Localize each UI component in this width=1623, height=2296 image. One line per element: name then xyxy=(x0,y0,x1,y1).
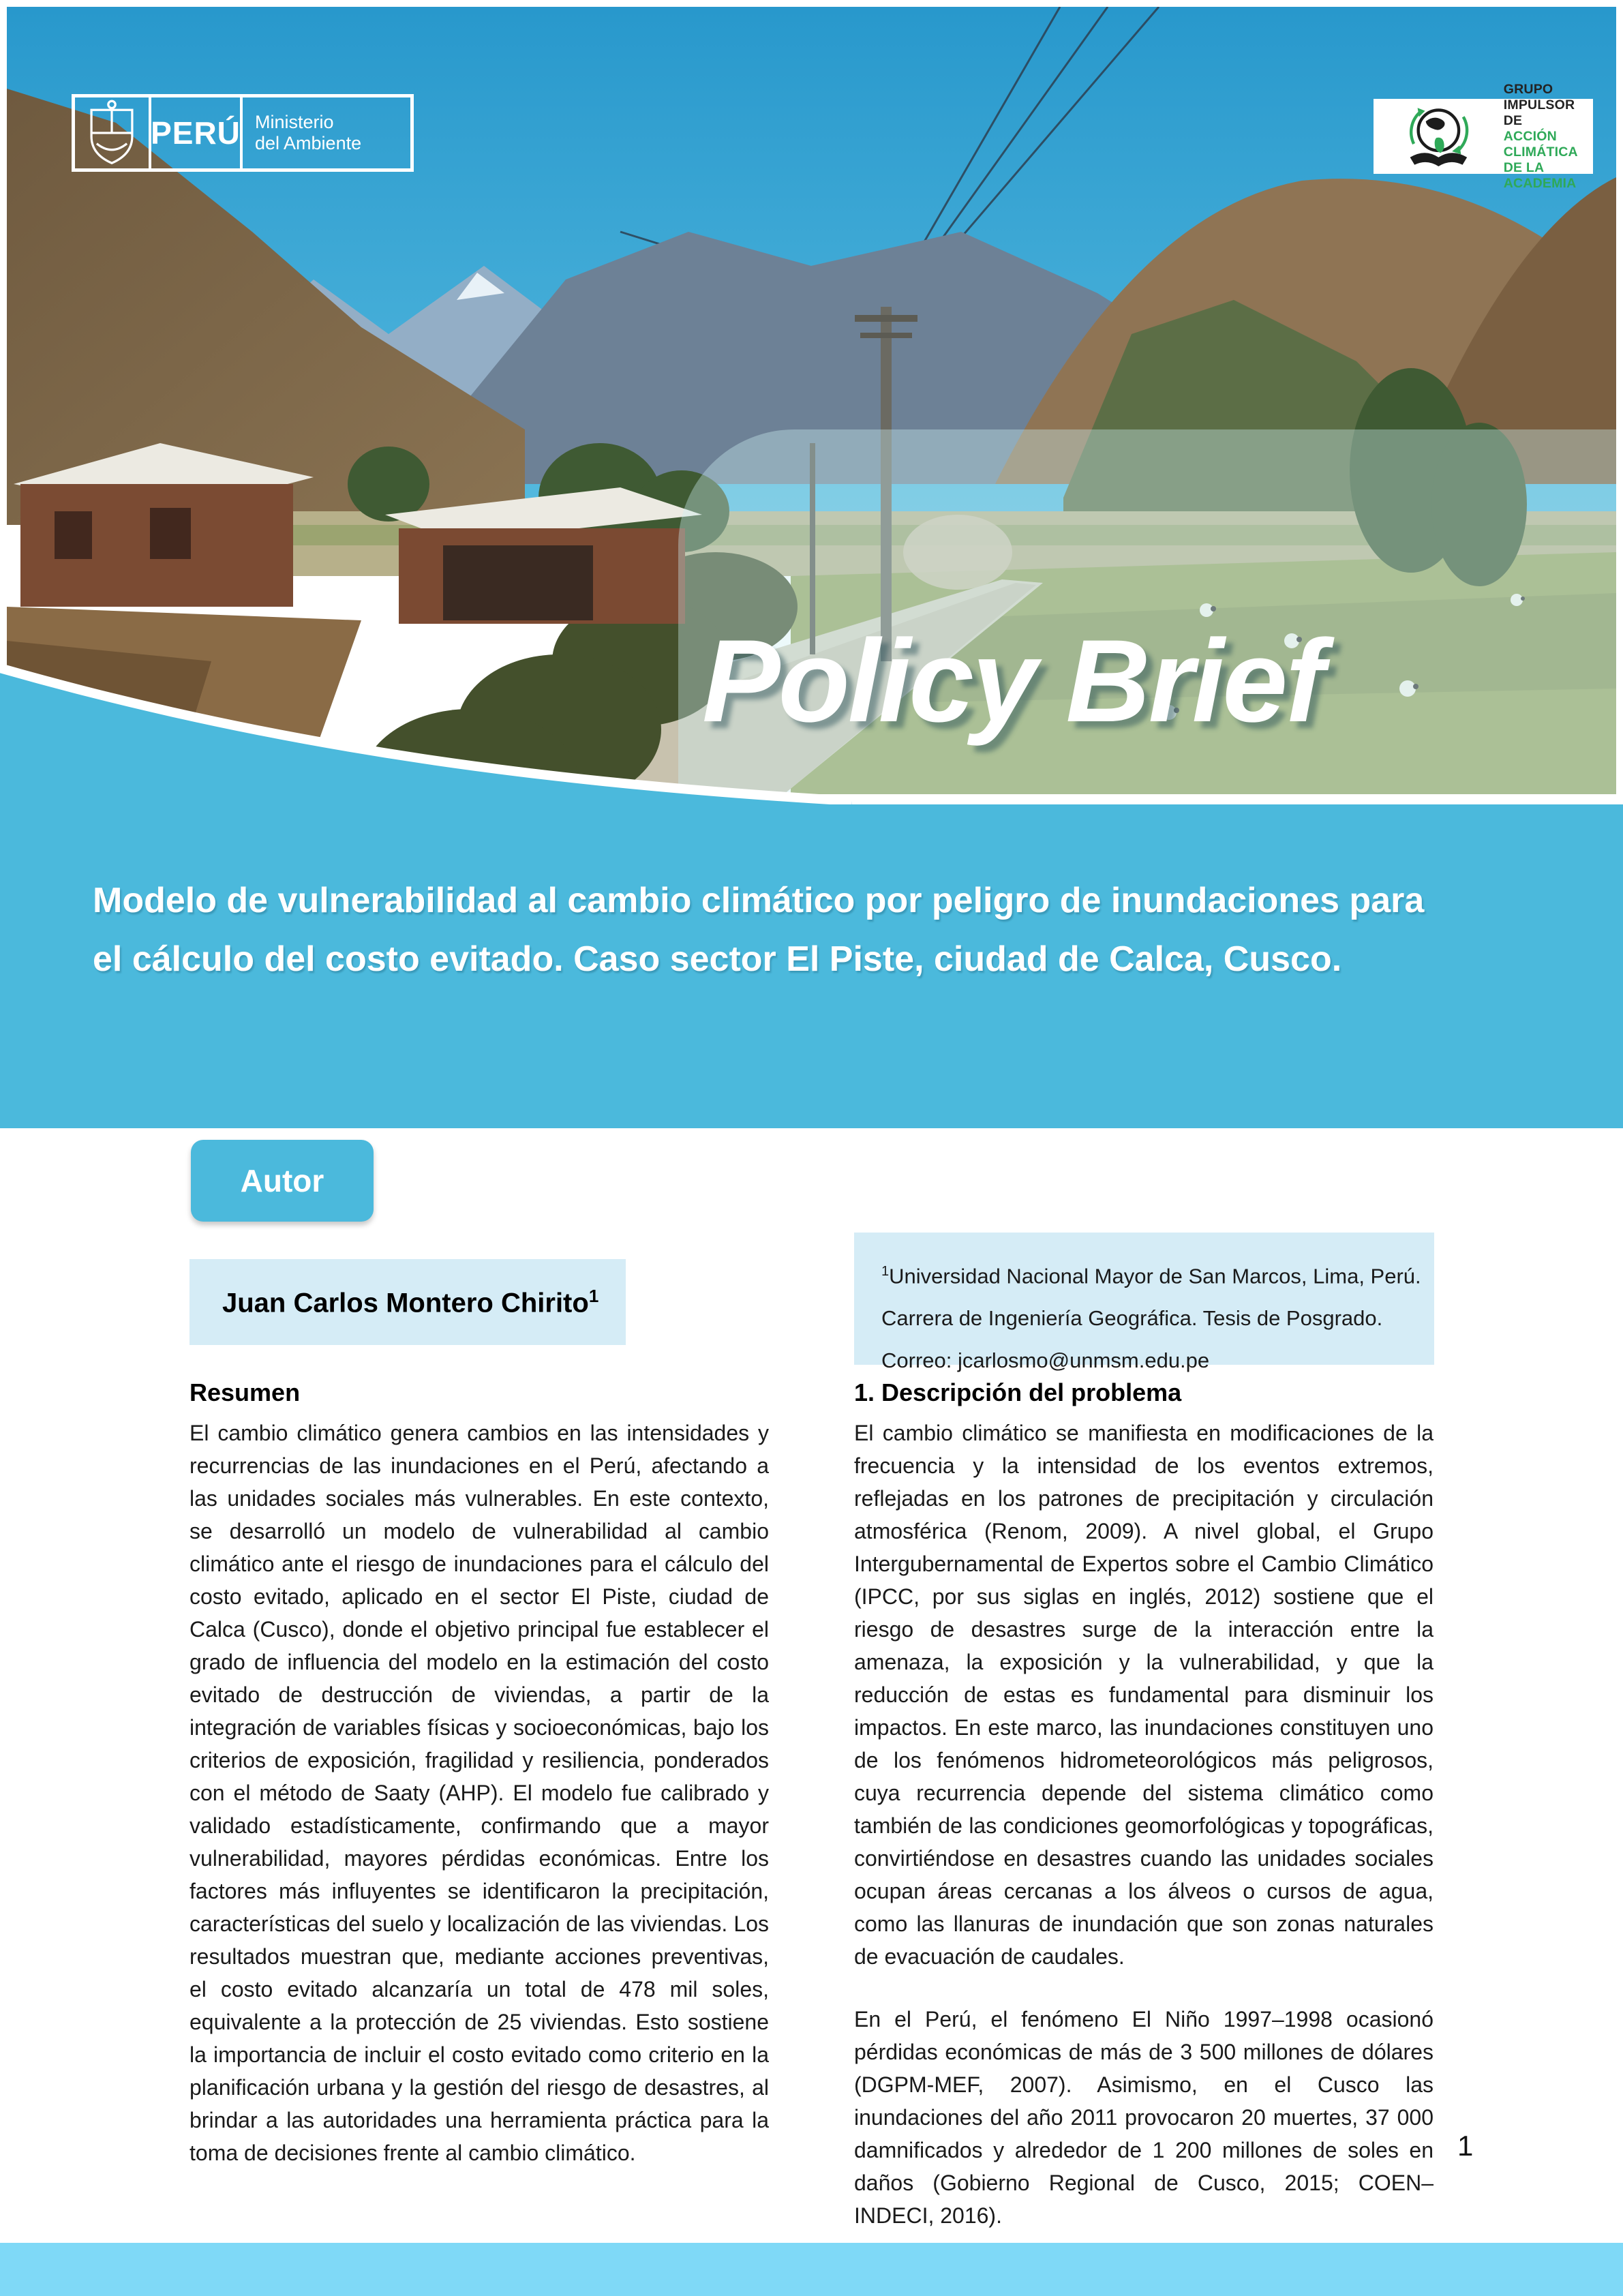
affiliation-line3: Correo: jcarlosmo@unmsm.edu.pe xyxy=(881,1348,1210,1373)
footer-bar xyxy=(0,2243,1623,2296)
banner-title: Policy Brief xyxy=(702,616,1323,746)
author-name-box xyxy=(189,1259,626,1345)
peru-coat-of-arms-icon xyxy=(75,97,151,168)
gia-logo-line1: GRUPO IMPULSOR DE xyxy=(1503,81,1575,128)
author-superscript: 1 xyxy=(588,1285,599,1306)
globe-book-icon xyxy=(1379,99,1498,174)
section1-heading: 1. Descripción del problema xyxy=(854,1378,1182,1406)
author-badge: Autor xyxy=(191,1140,374,1222)
abstract-body: El cambio climático genera cambios en las intensidades y recurrencias de las inundaciones en el Perú, afectando a las unidades sociales más vulnerables. En este contexto, se desarrolló un modelo de vulnerabilidad al cambio climático ante el riesgo de inundaciones para el cálculo del costo evitado, aplicado en el sector El Piste, ciudad de Calca (Cusco), donde el objetivo principal fue establecer el grado de influencia del modelo en la estimación del costo evitado de destrucción de viviendas, a partir de la integración de variables físicas y socioeconómicas, bajo los criterios de exposición, fragilidad y resiliencia, ponderados con el método de Saaty (AHP). El modelo fue calibrado y validado estadísticamente, confirmando que a mayor vulnerabilidad, mayores pérdidas económicas. Entre los factores más influyentes se identificaron la precipitación, características del suelo y localización de las viviendas. Los resultados muestran que, mediante acciones preventivas, el costo evitado alcanzaría un total de 478 mil soles, equivalente a la protección de 25 viviendas. Esto sostiene la importancia de incluir el costo evitado como criterio en la planificación urbana y la gestión del riesgo de desastres, al brindar a las autoridades una herramienta práctica para la toma de decisiones frente al cambio climático. xyxy=(189,1421,769,2165)
page-number: 1 xyxy=(1457,2130,1474,2162)
affiliation-box xyxy=(854,1233,1434,1373)
abstract-column xyxy=(189,1378,769,2199)
minam-country-label: PERÚ xyxy=(151,97,243,168)
minam-ministry-label: Ministerio del Ambiente xyxy=(255,112,362,153)
section1-column xyxy=(854,1378,1434,2262)
section1-paragraph1: El cambio climático se manifiesta en modificaciones de la frecuencia y la intensidad de los eventos extremos, reflejadas en los patrones de precipitación y circulación atmosférica (Renom, 2009). A nivel global, el Grupo Intergubernamental de Expertos sobre el Cambio Climático (IPCC, por sus siglas en inglés, 2012) sostiene que el riesgo de desastres surge de la interacción entre la amenaza, la exposición y la vulnerabilidad, y que la reducción de estas es fundamental para disminuir los impactos. En este marco, las inundaciones constituyen uno de los fenómenos hidrometeorológicos más peligrosos, cuya recurrencia depende del sistema climático como también de las condiciones geomorfológicas y topográficas, convirtiéndose en desastres cuando las unidades sociales ocupan áreas cercanas a los álveos o cursos de agua, como las llanuras de inundación que son zonas naturales de evacuación de caudales. xyxy=(854,1421,1434,1969)
gia-logo-line3: DE LA ACADEMIA xyxy=(1503,160,1577,191)
author-name: Juan Carlos Montero Chirito xyxy=(222,1288,589,1318)
minam-logo xyxy=(72,94,414,172)
affiliation-line2: Carrera de Ingeniería Geográfica. Tesis de Posgrado. xyxy=(881,1306,1383,1331)
section1-paragraph2: En el Perú, el fenómeno El Niño 1997–1998 ocasionó pérdidas económicas de más de 3 500 millones de dólares (DGPM-MEF, 2007). Asimismo, en el Cusco las inundaciones del año 2011 provocaron 20 muertes, 37 000 damnificados y alrededor de 1 200 millones de soles en daños (Gobierno Regional de Cusco, 2015; COEN–INDECI, 2016). xyxy=(854,2007,1434,2228)
affiliation-line1: $^1$Universidad Nacional Mayor de San Marcos, Lima, Perú. xyxy=(881,1264,1421,1288)
document-title: Modelo de vulnerabilidad al cambio climático por peligro de inundaciones para el cálculo del costo evitado. Caso sector El Piste, ciudad de Calca, Cusco. xyxy=(93,881,1425,979)
abstract-heading: Resumen xyxy=(189,1378,301,1406)
gia-logo xyxy=(1374,81,1593,191)
gia-logo-line2: ACCIÓN CLIMÁTICA xyxy=(1503,128,1578,160)
curved-corner xyxy=(0,648,852,808)
title-band xyxy=(0,804,1623,1128)
